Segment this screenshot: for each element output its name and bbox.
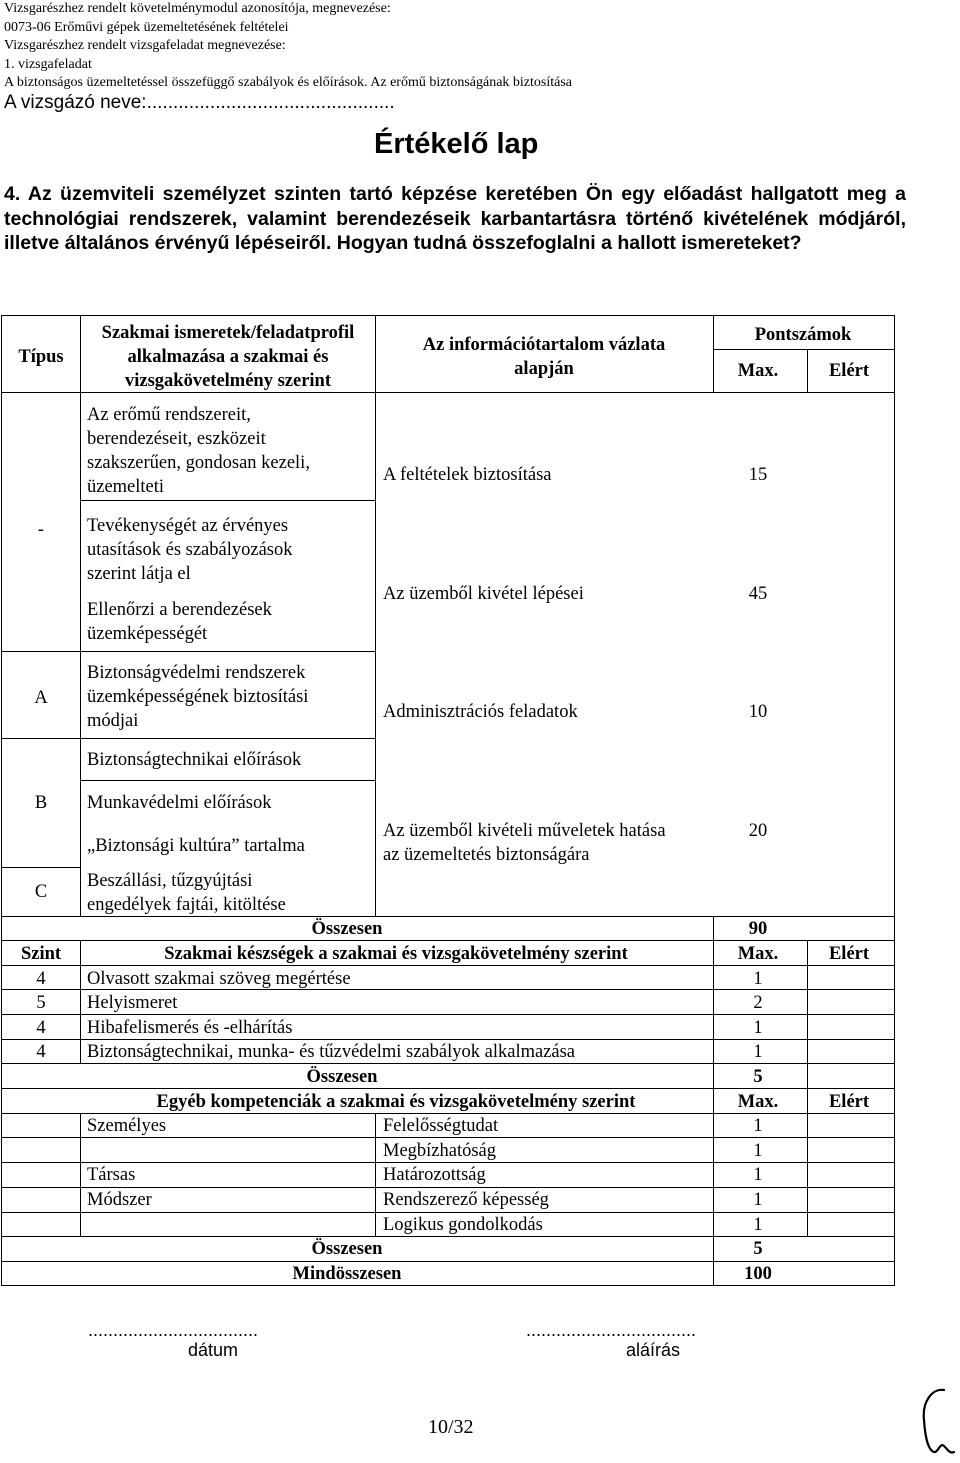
max-value-3: 10 [748,702,768,722]
achieved-header: Elért [828,361,870,381]
page-title: Értékelő lap [374,128,539,160]
page-number: 10/32 [428,1416,474,1438]
profile-header-line-2: alkalmazása a szakmai és [127,347,329,367]
profile-3-line-2: üzemképességét [87,624,208,644]
table-row-category: Társas [87,1165,136,1185]
type-header: Típus [18,347,64,367]
max-value-1: 15 [748,465,768,485]
type-c: C [34,882,48,902]
content-2: Az üzemből kivétel lépései [383,584,584,604]
table-row-level: 4 [36,1018,46,1038]
type-b: B [34,793,48,813]
content-header-line-2: alapján [514,359,574,379]
table-row-max: 1 [753,1042,763,1062]
rule [1,315,895,316]
table-row-max: 2 [753,993,763,1013]
profile-header-line-1: Szakmai ismeretek/feladatprofil [101,323,355,343]
table-row-competence: Határozottság [383,1165,486,1185]
table3-achieved-header: Elért [828,1092,870,1112]
header-line-4: 1. vizsgafeladat [4,56,92,72]
grand-total-label: Mindösszesen [292,1264,402,1284]
table-row-competence: Felelősségtudat [383,1116,499,1136]
grand-total-max: 100 [744,1264,772,1284]
table-row-skill: Biztonságtechnikai, munka- és tűzvédelmi szabályok alkalmazása [87,1042,576,1062]
table-row-competence: Rendszerező képesség [383,1190,549,1210]
table-row-category: Módszer [87,1190,152,1210]
rule [807,940,808,1089]
rule [80,500,375,501]
level-header: Szint [20,944,62,964]
content-4-line-2: az üzemeltetés biztonságára [383,845,590,865]
header-line-2: 0073-06 Erőművi gépek üzemeltetésének feltételei [4,19,289,35]
date-dots: .................................. [88,1320,259,1340]
header-line-3: Vizsgarészhez rendelt vizsgafeladat megnevezése: [4,38,286,53]
rule [1,315,2,916]
max-value-4: 20 [748,821,768,841]
rule [713,315,714,392]
table-row-level: 5 [36,993,46,1013]
rule [375,1113,376,1237]
content-3: Adminisztrációs feladatok [383,702,578,722]
rule [80,1113,81,1237]
content-1: A feltételek biztosítása [383,465,552,485]
competence-header: Egyéb kompetenciák a szakmai és vizsgakövetelmény szerint [156,1092,636,1112]
rule [80,780,375,781]
table-row-competence: Logikus gondolkodás [383,1215,543,1235]
type-a: A [34,688,48,708]
table-row-max: 1 [753,1190,763,1210]
profile-1-line-4: üzemelteti [87,477,165,497]
profile-3-line-1: Ellenőrzi a berendezések [87,600,272,620]
rule [894,916,895,1285]
profile-2-line-1: Tevékenységét az érvényes [87,516,289,536]
profile-5: Biztonságtechnikai előírások [87,750,302,770]
profile-1-line-3: szakszerűen, gondosan kezeli, [87,453,310,473]
table-row-max: 1 [753,1215,763,1235]
rule [713,916,714,1285]
profile-4-line-1: Biztonságvédelmi rendszerek [87,663,306,683]
rule [1,651,375,652]
rule [894,315,895,916]
table-row-skill: Olvasott szakmai szöveg megértése [87,969,351,989]
max-header: Max. [737,361,779,381]
table-row-max: 1 [753,1018,763,1038]
skills-header: Szakmai készségek a szakmai és vizsgakövetelmény szerint [164,944,628,964]
rule [1,940,895,941]
table3-total-label: Összesen [311,1239,383,1259]
signature-label: aláírás [626,1340,681,1360]
rule [1,867,80,868]
rule [713,349,895,350]
table-row-competence: Megbízhatóság [383,1141,497,1161]
table2-total-max: 5 [753,1067,763,1087]
profile-6: Munkavédelmi előírások [87,793,272,813]
profile-4-line-3: módjai [87,711,139,731]
table1-total-max: 90 [748,919,768,939]
table-row-max: 1 [753,1165,763,1185]
profile-7: „Biztonsági kultúra” tartalma [87,836,305,856]
table-row-max: 1 [753,1141,763,1161]
profile-8-line-1: Beszállási, tűzgyújtási [87,871,253,891]
table2-max-header: Max. [737,944,779,964]
table-row-max: 1 [753,1116,763,1136]
profile-2-line-3: szerint látja el [87,564,191,584]
points-header: Pontszámok [754,325,852,345]
rule [375,315,376,916]
profile-4-line-2: üzemképességének biztosítási [87,687,309,707]
max-value-2: 45 [748,584,768,604]
date-label: dátum [188,1340,239,1360]
type-dash: - [37,520,45,540]
table2-achieved-header: Elért [828,944,870,964]
table-row-max: 1 [753,969,763,989]
rule [807,1088,808,1237]
content-header-line-1: Az információtartalom vázlata [422,335,666,355]
handwritten-signature [910,1380,958,1460]
table-row-level: 4 [36,1042,46,1062]
table3-total-max: 5 [753,1239,763,1259]
table1-total-label: Összesen [311,919,383,939]
table2-total-label: Összesen [306,1067,378,1087]
rule [1,738,375,739]
rule [1,916,2,1285]
table-row-skill: Helyismeret [87,993,178,1013]
profile-1-line-2: berendezéseit, eszközeit [87,429,266,449]
rule [80,315,81,916]
question-text: 4. Az üzemviteli személyzet szinten tartó képzése keretében Ön egy előadást hallgatott meg a technológiai rendszerek, valamint berendezéseik karbantartásra történő kivételének módjáról, illetve általános érvényű lépéseiről. Hogyan tudná összefoglalni a hallott ismereteket? [4,183,906,254]
table-row-skill: Hibafelismerés és -elhárítás [87,1018,293,1038]
table-row-level: 4 [36,969,46,989]
rule [80,940,81,1064]
content-4-line-1: Az üzemből kivételi műveletek hatása [383,821,666,841]
profile-2-line-2: utasítások és szabályozások [87,540,293,560]
profile-header-line-3: vizsgakövetelmény szerint [124,371,332,391]
header-line-1: Vizsgarészhez rendelt követelménymodul azonosítója, megnevezése: [4,1,391,16]
table3-max-header: Max. [737,1092,779,1112]
profile-8-line-2: engedélyek fajtái, kitöltése [87,895,286,915]
profile-1-line-1: Az erőmű rendszereit, [87,405,251,425]
header-line-5: A biztonságos üzemeltetéssel összefüggő szabályok és előírások. Az erőmű biztonságának biztosítása [4,75,573,90]
table-row-category: Személyes [87,1116,167,1136]
rule [807,349,808,392]
signature-dots: .................................. [526,1320,697,1340]
candidate-name-label: A vizsgázó neve:............................................... [4,92,395,113]
